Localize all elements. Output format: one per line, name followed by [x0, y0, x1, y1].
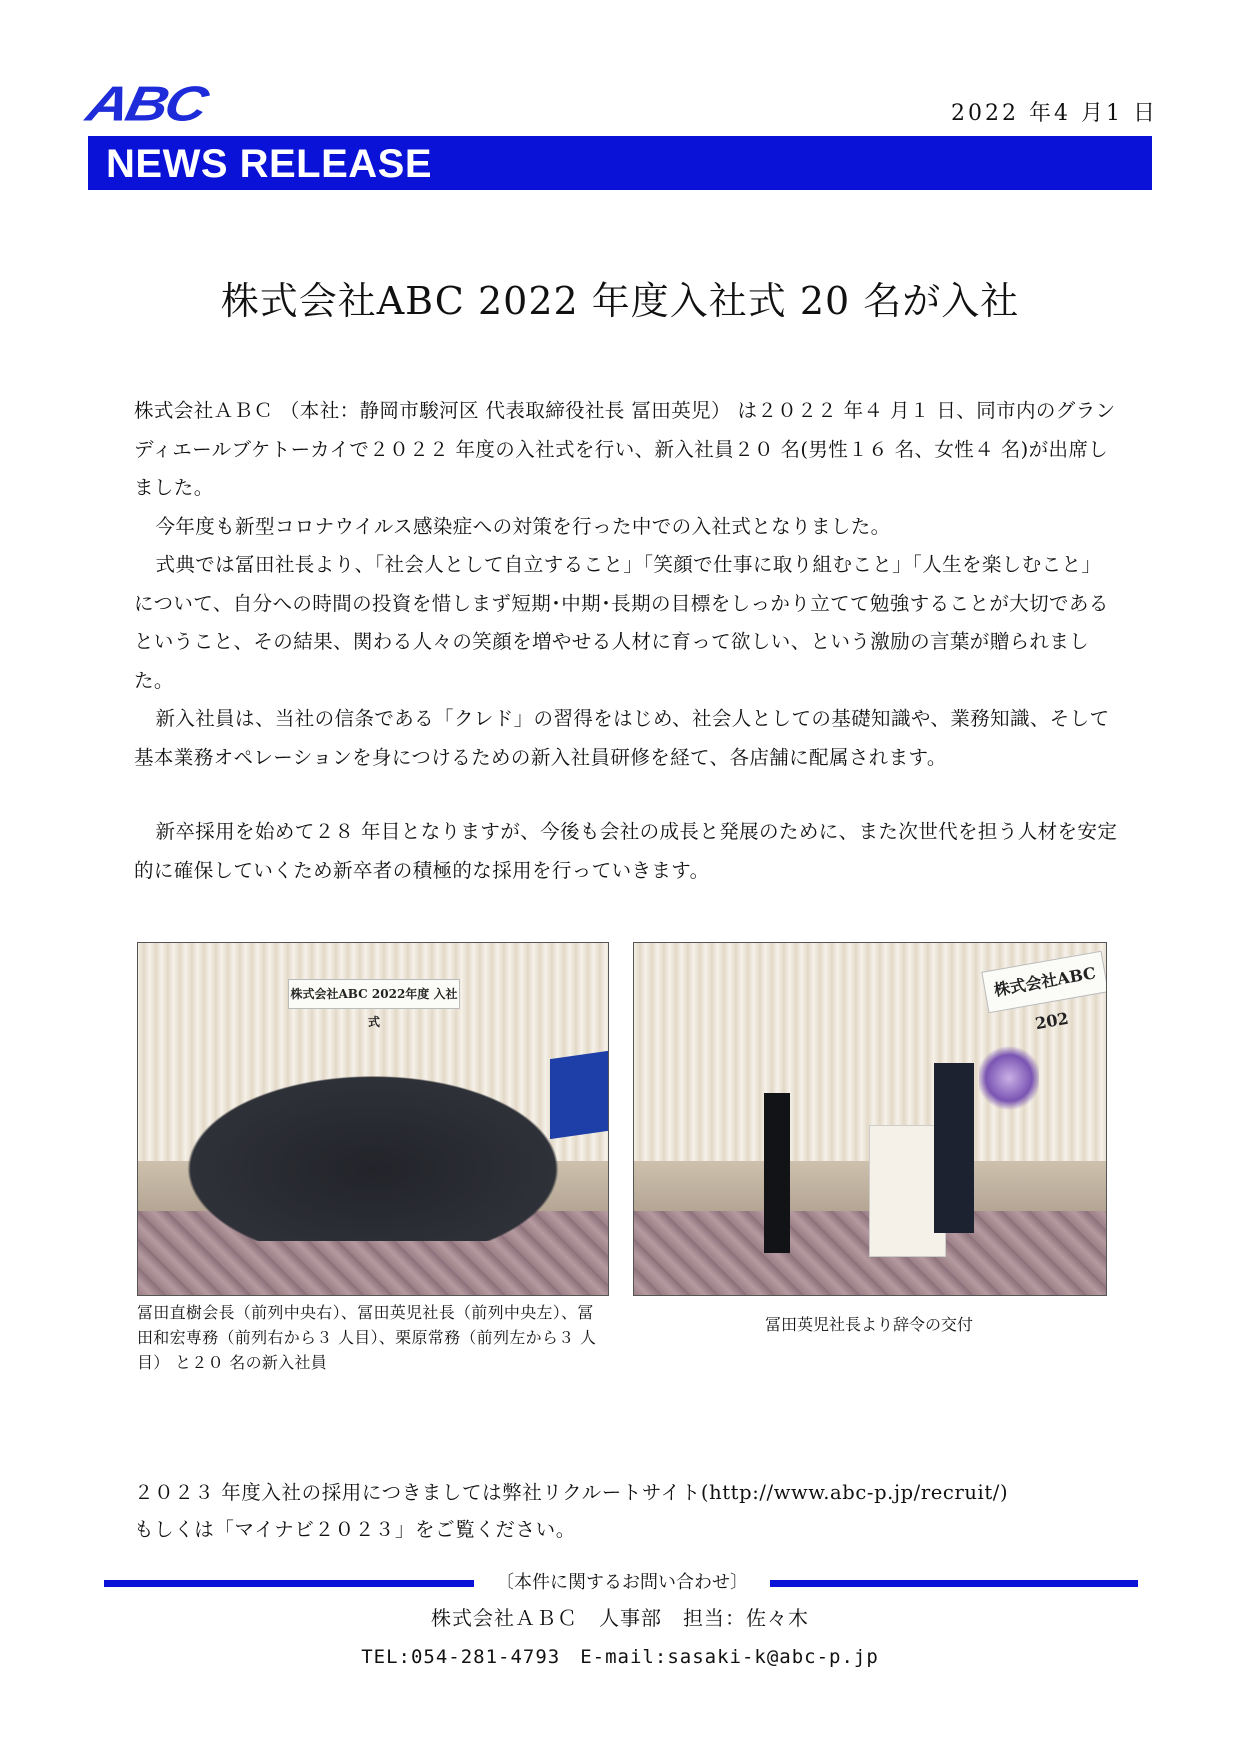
- contact-label: 〔本件に関するお問い合わせ〕: [496, 1572, 748, 1593]
- paragraph-3: 式典では冨田社長より、「社会人として自立すること」「笑顔で仕事に取り組むこと」「人生を楽しむこと」について、自分への時間の投資を惜しまず短期･中期･長期の目標をしっかり立てて勉強することが大切であるということ、その結果、関わる人々の笑顔を増やせる人材に育って欲しい、という激励の言葉が贈られました。: [134, 553, 1109, 692]
- contact-company: 株式会社ＡＢＣ 人事部 担当：佐々木: [431, 1606, 809, 1630]
- paragraph-4: 新入社員は、当社の信条である「クレド」の習得をはじめ、社会人としての基礎知識や、業務知識、そして基本業務オペレーションを身につけるための新入社員研修を経て、各店舗に配属されます。: [134, 707, 1110, 769]
- paragraph-2: 今年度も新型コロナウイルス感染症への対策を行った中での入社式となりました。: [155, 514, 891, 538]
- flower-arrangement: [979, 1043, 1039, 1113]
- banner-text: NEWS RELEASE: [106, 142, 433, 186]
- ceremony-sign: 株式会社ABC 2022年度 入社式: [288, 979, 460, 1009]
- appointment-photo: [633, 942, 1107, 1296]
- company-flag: [550, 1051, 608, 1139]
- group-photo-caption: 冨田直樹会長（前列中央右）、冨田英児社長（前列中央左）、冨田和宏専務（前列右から３ 人目）、栗原常務（前列左から３ 人目） と２０ 名の新入社員: [137, 1303, 597, 1372]
- page-title: 株式会社ABC 2022 年度入社式 20 名が入社: [220, 279, 1020, 323]
- president-figure: [934, 1063, 974, 1233]
- contact-divider-right: [770, 1580, 1138, 1587]
- employees-group: [158, 1061, 588, 1241]
- new-employee-figure: [764, 1093, 790, 1253]
- ceremony-sign: 株式会社ABC 202: [981, 951, 1107, 1014]
- group-photo: [137, 942, 609, 1296]
- appointment-photo-caption: 冨田英児社長より辞令の交付: [764, 1315, 973, 1334]
- paragraph-5: 新卒採用を始めて２８ 年目となりますが、今後も会社の成長と発展のために、また次世代を担う人材を安定的に確保していくため新卒者の積極的な採用を行っていきます。: [134, 820, 1118, 882]
- recruit-line-1: ２０２３ 年度入社の採用につきましては弊社リクルートサイト(http://www.abc-p.jp/recruit/): [134, 1481, 1009, 1504]
- news-release-banner: [88, 136, 1152, 190]
- paragraph-1: 株式会社ＡＢＣ （本社：静岡市駿河区 代表取締役社長 冨田英児） は２０２２ 年４ 月１ 日、同市内のグランディエールブケトーカイで２０２２ 年度の入社式を行い、新入社員２０ 名(男性１６ 名、女性４ 名)が出席しました。: [134, 399, 1116, 499]
- recruit-line-2: もしくは「マイナビ２０２３」をご覧ください。: [134, 1518, 576, 1541]
- contact-divider-left: [104, 1580, 474, 1587]
- contact-tel-email: TEL:054-281-4793 E-mail:sasaki-k@abc-p.jp: [361, 1646, 879, 1668]
- release-date: 2022 年4 月1 日: [951, 101, 1158, 126]
- recruit-info: [134, 1474, 1120, 1548]
- press-body: [134, 392, 1120, 890]
- abc-logo: ABC: [81, 76, 211, 132]
